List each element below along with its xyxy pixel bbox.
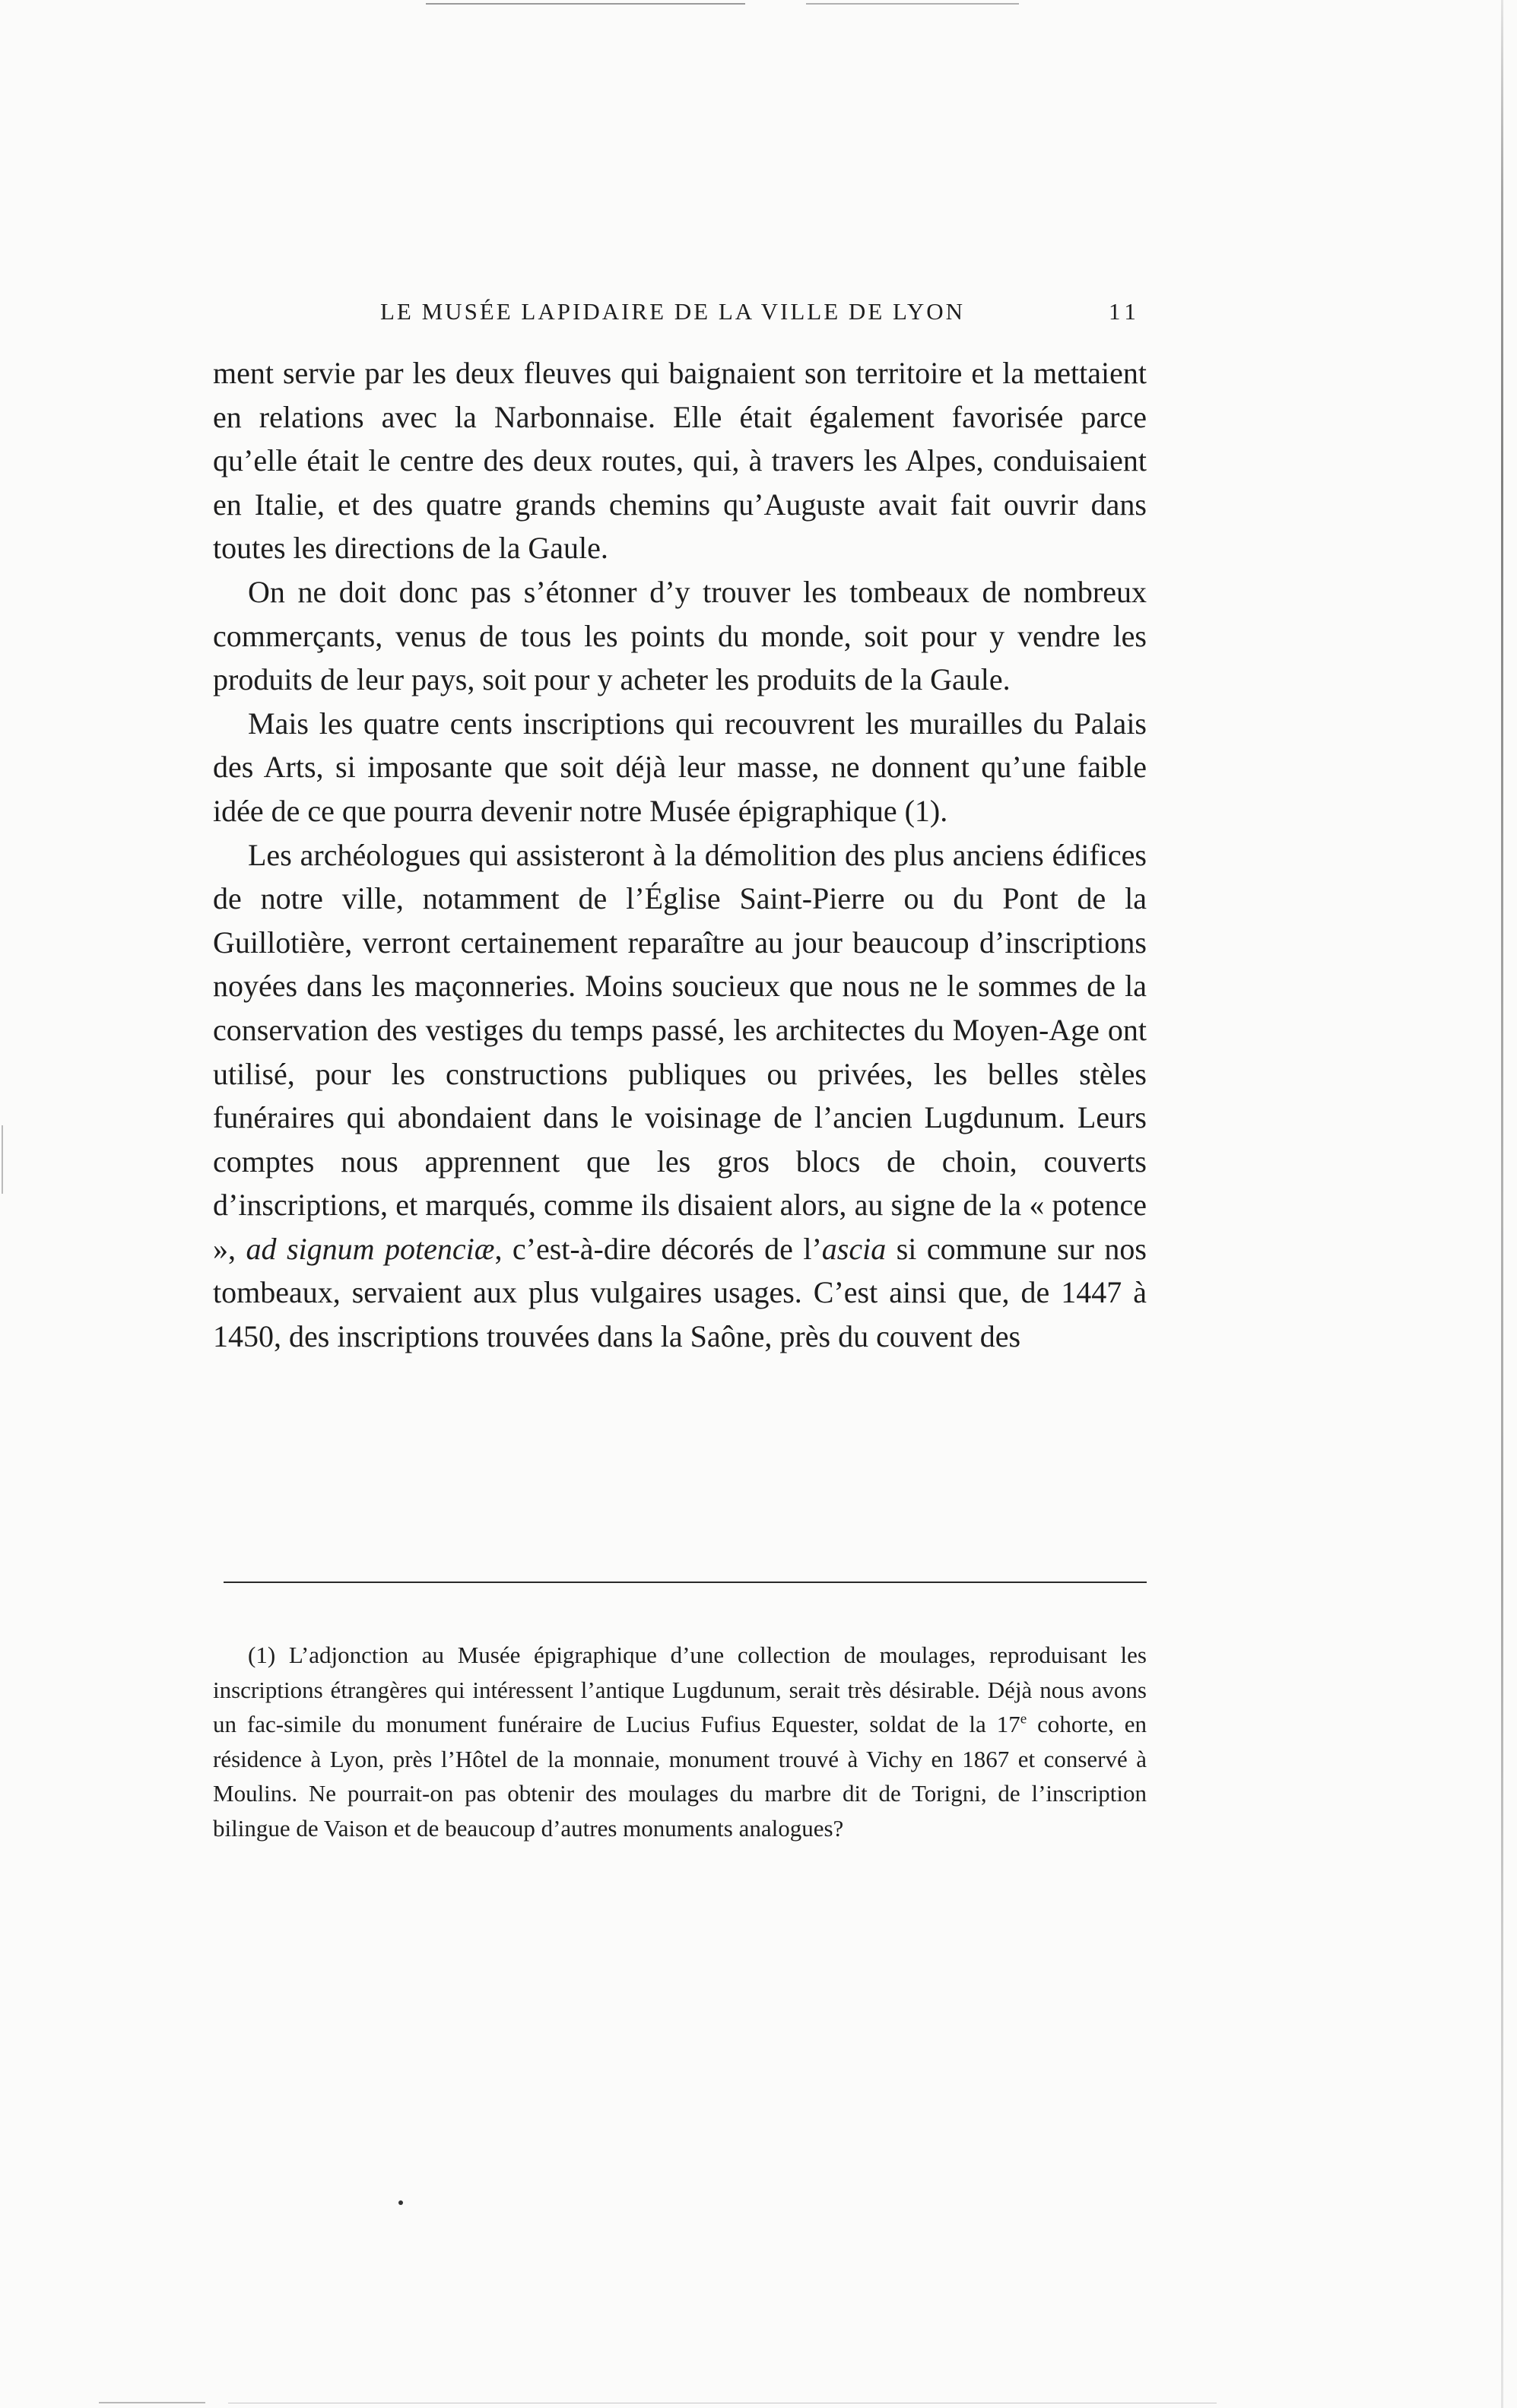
paragraph-4	[213, 833, 1147, 1359]
ink-dot	[398, 2200, 403, 2205]
page-number: 11	[1109, 298, 1141, 325]
running-title: LE MUSÉE LAPIDAIRE DE LA VILLE DE LYON	[380, 298, 965, 325]
page-edge-shadow	[1501, 0, 1503, 2408]
footnote-superscript: e	[1020, 1711, 1027, 1727]
running-head	[0, 298, 1517, 336]
paragraph-4-text-b: , c’est-à-dire décorés de l’	[494, 1231, 822, 1266]
scan-artifact-line	[426, 3, 745, 5]
page-edge-mark	[2, 1125, 3, 1194]
scan-artifact-line	[806, 3, 1019, 5]
paragraph-4-text-c: si commune sur nos tombeaux, servaient aux plus vulgaires usages. C’est ainsi que, de 1447 à 1450, des inscriptions trouvées dans la Saône, près du couvent des	[213, 1231, 1147, 1354]
footnote	[213, 1638, 1147, 1845]
paragraph-1: ment servie par les deux fleuves qui baignaient son territoire et la mettaient en relations avec la Narbonnaise. Elle était également favorisée parce qu’elle était le centre des deux routes, qui, à travers les Alpes, conduisaient en Italie, et des quatre grands chemins qu’Auguste avait fait ouvrir dans toutes les directions de la Gaule.	[213, 356, 1147, 566]
paragraph-4-text-a: Les archéologues qui assisteront à la démolition des plus anciens édifices de notre ville, notamment de l’Église Saint-Pierre ou du Pont de la Guillotière, verront certainement reparaître au jour beaucoup d’inscriptions noyées dans les maçonneries. Moins soucieux que nous ne le sommes de la conservation des vestiges du temps passé, les architectes du Moyen-Age ont utilisé, pour les constructions publiques ou privées, les belles stèles funéraires qui abondaient dans le voisinage de l’ancien Lugdunum. Leurs comptes nous apprennent que les gros blocs de choin, couverts d’inscriptions, et marqués, comme ils disaient alors, au signe de la « potence »,	[213, 837, 1147, 1266]
footnote-text-b: cohorte, en résidence à Lyon, près l’Hôtel de la monnaie, monument trouvé à Vichy en 1867 et conservé à Moulins. Ne pourrait-on pas obtenir des moulages du marbre dit de Torigni, de l’inscription bilingue de Vaison et de beaucoup d’autres monuments analogues?	[213, 1711, 1147, 1842]
footnote-text-a: (1) L’adjonction au Musée épigraphique d’une collection de moulages, reproduisant les inscriptions étrangères qui intéressent l’antique Lugdunum, serait très désirable. Déjà nous avons un fac-simile du monument funéraire de Lucius Fufius Equester, soldat de la 17	[213, 1642, 1147, 1737]
paragraph-3: Mais les quatre cents inscriptions qui recouvrent les murailles du Palais des Arts, si imposante que soit déjà leur masse, ne donnent qu’une faible idée de ce que pourra devenir notre Musée épigraphique (1).	[213, 706, 1147, 828]
latin-phrase: ad signum potenciæ	[246, 1231, 495, 1266]
scan-artifact-line	[99, 2402, 205, 2403]
footnote-separator	[224, 1582, 1147, 1583]
main-text	[213, 351, 1147, 1359]
paragraph-2: On ne doit donc pas s’étonner d’y trouver les tombeaux de nombreux commerçants, venus de tous les points du monde, soit pour y vendre les produits de leur pays, soit pour y acheter les produits de la Gaule.	[213, 574, 1147, 697]
latin-word: ascia	[821, 1231, 887, 1266]
